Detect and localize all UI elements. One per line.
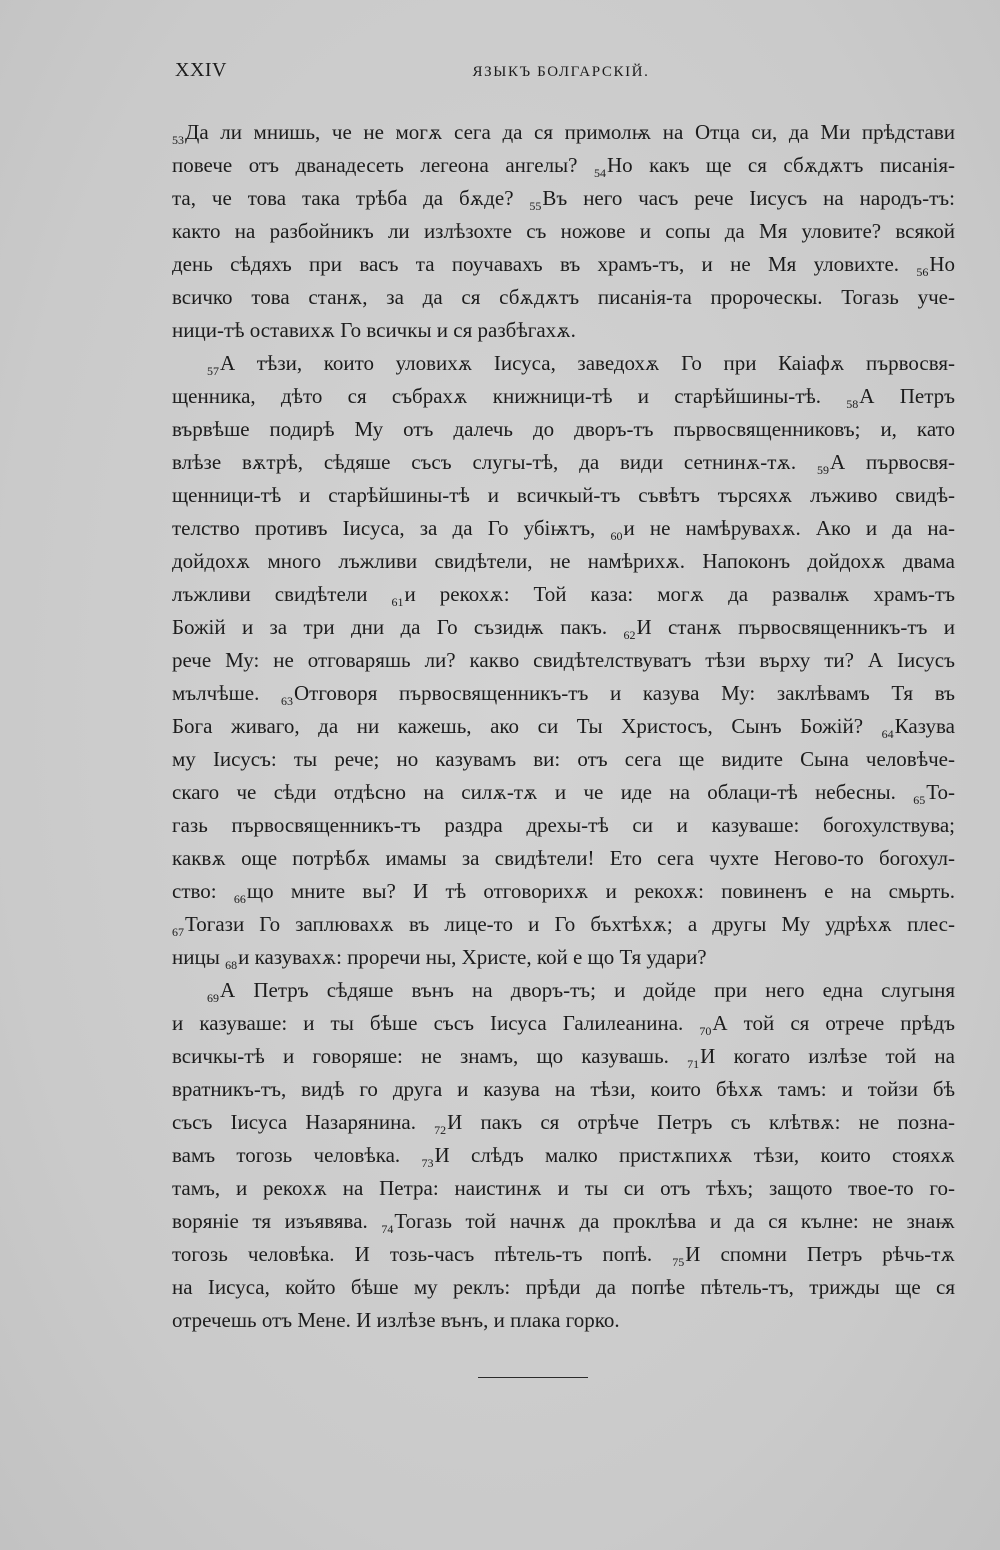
- verse-number: 53: [172, 133, 184, 147]
- text-run: воряніе тя изъявява.: [172, 1209, 382, 1233]
- text-run: Въ него часъ рече Іисусъ на народъ-тъ:: [542, 186, 955, 210]
- text-run: повече отъ дванадесеть легеона ангелы?: [172, 153, 594, 177]
- text-run: дойдохѫ много лъжливи свидѣтели, не намѣрихѫ. Напоконъ дойдохѫ двама: [172, 549, 955, 573]
- text-run: лъжливи свидѣтели: [172, 582, 392, 606]
- text-run: И слѣдъ малко пристѫпихѫ тѣзи, които стояхѫ: [434, 1143, 955, 1167]
- text-line: [172, 380, 955, 413]
- verse-number: 71: [687, 1057, 700, 1071]
- text-run: рече Му: не отговаряшь ли? какво свидѣтелствуватъ тѣзи върху ти? А Іисусъ: [172, 648, 955, 672]
- verse-number: 75: [672, 1255, 685, 1269]
- text-line: [172, 215, 955, 248]
- running-title: ЯЗЫКЪ БОЛГАРСКІЙ.: [472, 64, 650, 80]
- text-run: А първосвя-: [829, 450, 955, 474]
- text-line: [172, 875, 955, 908]
- text-line: [172, 809, 955, 842]
- verse-number: 73: [421, 1156, 434, 1170]
- text-run: вратникъ-тъ, видѣ го друга и казува на тѣзи, които бѣхѫ тамъ: и тойзи бѣ: [172, 1077, 955, 1101]
- text-line: [172, 1007, 955, 1040]
- text-run: и не намѣрувахѫ. Ако и да на-: [623, 516, 955, 540]
- verse-number: 59: [816, 463, 829, 477]
- page-number: XXIV: [175, 59, 227, 81]
- text-line: [172, 347, 955, 380]
- text-line: [172, 677, 955, 710]
- text-run: И когато излѣзе той на: [700, 1044, 955, 1068]
- text-run: газь първосвященникъ-тъ раздра дрехы-тѣ си и казуваше: богохулствува;: [172, 813, 955, 837]
- verse-number: 55: [529, 199, 542, 213]
- text-line: [172, 116, 955, 149]
- text-run: и казуваше: и ты бѣше съсъ Іисуса Галилеанина.: [172, 1011, 700, 1035]
- text-run: А Петръ сѣдяше вънъ на дворъ-тъ; и дойде при него една слугыня: [220, 978, 955, 1002]
- verse-number: 60: [610, 529, 623, 543]
- text-line: [172, 1106, 955, 1139]
- text-line: [172, 413, 955, 446]
- text-line: [172, 149, 955, 182]
- text-run: Тогазь той начнѫ да проклѣва и да ся кълне: не знаѭ: [394, 1209, 955, 1233]
- text-run: вървѣше подирѣ Му отъ далечь до дворъ-тъ първосвященниковъ; и, като: [172, 417, 955, 441]
- text-line: [172, 314, 955, 347]
- closing-rule: [478, 1377, 588, 1378]
- text-run: и казувахѫ: проречи ны, Христе, кой е що Тя удари?: [238, 945, 707, 969]
- text-run: Казува: [894, 714, 955, 738]
- verse-number: 74: [381, 1222, 394, 1236]
- text-line: [172, 1040, 955, 1073]
- text-line: [172, 743, 955, 776]
- text-line: [172, 1271, 955, 1304]
- verse-number: 66: [233, 892, 246, 906]
- text-line: [172, 1238, 955, 1271]
- verse-number: 64: [881, 727, 894, 741]
- text-line: [172, 1172, 955, 1205]
- text-run: телство противъ Іисуса, за да Го убіѭтъ,: [172, 516, 611, 540]
- text-line: [172, 512, 955, 545]
- text-line: [172, 644, 955, 677]
- text-run: Божій и за три дни да Го съзидѭ пакъ.: [172, 615, 624, 639]
- text-run: И пакъ ся отрѣче Петръ съ клѣтвѫ: не позна-: [447, 1110, 955, 1134]
- text-run: отречешь отъ Мене. И излѣзе вънъ, и плака горко.: [172, 1308, 620, 1332]
- text-run: Бога живаго, да ни кажешь, ако си Ты Христосъ, Сынъ Божій?: [172, 714, 882, 738]
- text-line: [172, 248, 955, 281]
- text-run: ници-тѣ оставихѫ Го всичкы и ся разбѣгахѫ.: [172, 318, 576, 342]
- text-run: и рекохѫ: Той каза: могѫ да развалѭ храмъ-тъ: [404, 582, 956, 606]
- text-body: [172, 116, 955, 1337]
- verse-number: 54: [594, 166, 606, 180]
- verse-number: 58: [846, 397, 859, 411]
- text-run: както на разбойникъ ли излѣзохте съ ножове и сопы да Мя уловите? всякой: [172, 219, 955, 243]
- text-run: А Петръ: [859, 384, 955, 408]
- text-line: [172, 611, 955, 644]
- text-line: [172, 281, 955, 314]
- text-run: ницы: [172, 945, 226, 969]
- text-run: То-: [926, 780, 955, 804]
- text-run: на Іисуса, който бѣше му реклъ: прѣди да попѣе пѣтель-тъ, трижды ще ся: [172, 1275, 955, 1299]
- text-run: му Іисусъ: ты рече; но казувамъ ви: отъ сега ще видите Сына человѣче-: [172, 747, 955, 771]
- text-line: [172, 908, 955, 941]
- text-run: Тогази Го заплювахѫ въ лице-то и Го бъхтѣхѫ; а другы Му удрѣхѫ плес-: [185, 912, 955, 936]
- text-run: Отговоря първосвященникъ-тъ и казува Му: заклѣвамъ Тя въ: [294, 681, 955, 705]
- text-line: [172, 776, 955, 809]
- text-run: мълчѣше.: [172, 681, 281, 705]
- text-line: [172, 1073, 955, 1106]
- text-run: що мните вы? И тѣ отговорихѫ и рекохѫ: повиненъ е на смьрть.: [246, 879, 955, 903]
- text-run: Но какъ ще ся сбѫдѫтъ писанія-: [607, 153, 955, 177]
- text-run: съсъ Іисуса Назарянина.: [172, 1110, 435, 1134]
- paragraph: [172, 116, 955, 347]
- text-line: [172, 446, 955, 479]
- text-line: [172, 1205, 955, 1238]
- text-run: скаго че сѣди отдѣсно на силѫ-тѫ и че иде на облаци-тѣ небесны.: [172, 780, 914, 804]
- verse-number: 63: [281, 694, 293, 708]
- text-line: [172, 710, 955, 743]
- verse-number: 67: [172, 925, 184, 939]
- text-run: день сѣдяхъ при васъ та поучавахъ въ храмъ-тъ, и не Мя уловихте.: [172, 252, 917, 276]
- text-run: И спомни Петръ рѣчь-тѫ: [685, 1242, 955, 1266]
- text-run: тогозь человѣка. И тозь-часъ пѣтель-тъ попѣ.: [172, 1242, 673, 1266]
- text-run: вамъ тогозь человѣка.: [172, 1143, 422, 1167]
- text-run: щенника, дѣто ся събрахѫ книжници-тѣ и старѣйшины-тѣ.: [172, 384, 847, 408]
- verse-number: 70: [699, 1024, 712, 1038]
- text-line: [172, 842, 955, 875]
- text-line: [172, 941, 955, 974]
- verse-number: 57: [207, 364, 219, 378]
- text-run: всичкы-тѣ и говоряше: не знамъ, що казувашь.: [172, 1044, 688, 1068]
- verse-number: 56: [916, 265, 929, 279]
- text-run: А тѣзи, които уловихѫ Іисуса, заведохѫ Го при Каіафѫ първосвя-: [220, 351, 955, 375]
- text-line: [172, 974, 955, 1007]
- text-line: [172, 1304, 955, 1337]
- text-run: ство:: [172, 879, 234, 903]
- text-line: [172, 1139, 955, 1172]
- text-run: всичко това станѫ, за да ся сбѫдѫтъ писанія-та пророческы. Тогазь уче-: [172, 285, 955, 309]
- verse-number: 61: [391, 595, 404, 609]
- text-run: А той ся отрече прѣдъ: [712, 1011, 955, 1035]
- text-run: щенници-тѣ и старѣйшины-тѣ и всичкый-тъ съвѣтъ търсяхѫ лъживо свидѣ-: [172, 483, 955, 507]
- verse-number: 65: [913, 793, 926, 807]
- text-run: та, че това така трѣба да бѫде?: [172, 186, 530, 210]
- text-line: [172, 182, 955, 215]
- text-run: каквѫ още потрѣбѫ имамы за свидѣтели! Ето сега чухте Негово-то богохул-: [172, 846, 955, 870]
- text-run: Да ли мнишь, че не могѫ сега да ся примолѭ на Отца си, да Ми прѣдстави: [185, 120, 955, 144]
- text-run: влѣзе вѫтрѣ, сѣдяше съсъ слугы-тѣ, да види сетнинѫ-тѫ.: [172, 450, 817, 474]
- text-run: И станѫ първосвященникъ-тъ и: [636, 615, 955, 639]
- text-line: [172, 545, 955, 578]
- text-line: [172, 479, 955, 512]
- text-run: Но: [929, 252, 955, 276]
- verse-number: 69: [207, 991, 219, 1005]
- text-line: [172, 578, 955, 611]
- verse-number: 68: [225, 958, 238, 972]
- verse-number: 62: [623, 628, 636, 642]
- verse-number: 72: [434, 1123, 447, 1137]
- paragraph: [172, 347, 955, 974]
- paragraph: [172, 974, 955, 1337]
- text-run: тамъ, и рекохѫ на Петра: наистинѫ и ты си отъ тѣхъ; защото твое-то го-: [172, 1176, 955, 1200]
